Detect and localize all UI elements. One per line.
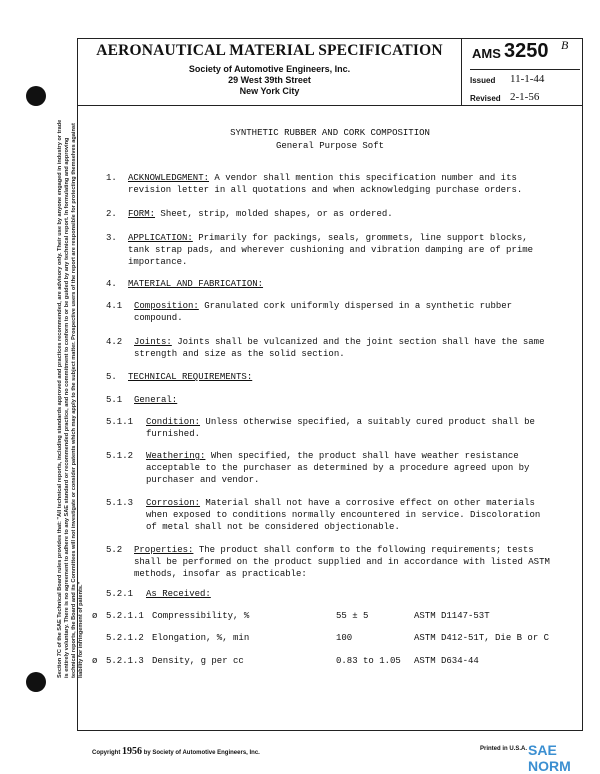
section-text: acceptable to the purchaser as determined by a procedure agreed upon by xyxy=(146,463,530,473)
ams-prefix: AMS xyxy=(472,46,501,61)
property-value: 0.83 to 1.05 xyxy=(336,656,401,666)
revision-letter: B xyxy=(561,38,569,52)
section-heading: MATERIAL AND FABRICATION: xyxy=(128,279,264,289)
document-title: AERONAUTICAL MATERIAL SPECIFICATION xyxy=(96,42,443,59)
section-text: importance. xyxy=(128,257,188,267)
property-row xyxy=(92,610,490,622)
section-heading: FORM: xyxy=(128,209,156,219)
section-number: 4.1 xyxy=(106,301,123,311)
section-text: methods, insofar as practicable: xyxy=(134,569,307,579)
section-text: Material shall not have a corrosive effect on other materials xyxy=(200,498,535,508)
section-heading: TECHNICAL REQUIREMENTS: xyxy=(128,372,253,382)
section-4 xyxy=(106,278,263,290)
property-method: ASTM D634-44 xyxy=(414,656,479,666)
property-row xyxy=(92,632,549,644)
section-number: 5.2.1 xyxy=(106,589,134,599)
section-text: Granulated cork uniformly dispersed in a synthetic rubber xyxy=(198,301,513,311)
section-text: purchaser and vendor. xyxy=(146,475,260,485)
revised-date: 2-1-56 xyxy=(510,91,540,103)
subject-block xyxy=(77,127,583,153)
property-number: 5.2.1.3 xyxy=(106,656,144,666)
section-5-1 xyxy=(106,394,177,406)
property-value: 55 ± 5 xyxy=(336,611,369,621)
publisher-block xyxy=(77,64,462,97)
publisher-street: 29 West 39th Street xyxy=(228,75,311,85)
side-notice: Section 7C of the SAE Technical Board rules provides that: "All technical reports, including standards approved and practices recommended, are advisory only. Their use by anyone engaged in industry or trade is entirely voluntary. There is no agreement to adhere to any SAE standard or recommended practice, and no commitment to conform to or be guided by any technical report. In formulating and approving technical reports, the Board and its Committees will not investigate or consider patents which may apply to the subject matter. Prospective users of the report are responsible for protecting themselves against liability for infringement of patents." xyxy=(57,119,84,678)
revision-mark: ø xyxy=(92,656,98,666)
property-label: Compressibility, % xyxy=(152,611,250,621)
section-text: revision letter in all quotations and when acknowledging purchase orders. xyxy=(128,185,523,195)
section-heading: ACKNOWLEDGMENT: xyxy=(128,173,210,183)
section-text: Sheet, strip, molded shapes, or as ordered. xyxy=(155,209,393,219)
subject-subtitle: General Purpose Soft xyxy=(275,141,385,151)
section-text: when exposed to conditions normally encountered in service. Discoloration xyxy=(146,510,541,520)
section-number: 5. xyxy=(106,372,117,382)
section-heading: APPLICATION: xyxy=(128,233,193,243)
section-5-2-1 xyxy=(106,588,211,600)
printed-in: Printed in U.S.A. xyxy=(480,746,528,752)
publisher-city: New York City xyxy=(239,86,300,96)
ams-divider xyxy=(470,69,580,70)
property-number: 5.2.1.2 xyxy=(106,633,144,643)
section-number: 5.1.1 xyxy=(106,417,134,427)
publisher-name: Society of Automotive Engineers, Inc. xyxy=(188,64,351,74)
section-text: tank strap pads, and wherever cushioning and vibration damping are of prime xyxy=(128,245,534,255)
property-row xyxy=(92,655,479,667)
property-label: Density, g per cc xyxy=(152,656,244,666)
copyright-label: Copyright xyxy=(92,750,121,756)
binder-hole-bottom xyxy=(26,672,46,692)
section-number: 5.1.2 xyxy=(106,451,134,461)
property-label: Elongation, %, min xyxy=(152,633,250,643)
section-text: furnished. xyxy=(146,429,201,439)
section-number: 1. xyxy=(106,173,117,183)
revision-mark: ø xyxy=(92,611,98,621)
section-text: A vendor shall mention this specification number and its xyxy=(209,173,517,183)
subject-title: SYNTHETIC RUBBER AND CORK COMPOSITION xyxy=(230,128,430,138)
section-number: 3. xyxy=(106,233,117,243)
section-heading: Condition: xyxy=(146,417,201,427)
section-1 xyxy=(106,172,522,196)
section-heading: Composition: xyxy=(134,301,199,311)
section-5-2 xyxy=(106,544,550,580)
section-5-1-3 xyxy=(106,497,540,533)
section-5 xyxy=(106,371,252,383)
watermark-logo: SAE NORM xyxy=(528,742,571,774)
section-heading: Joints: xyxy=(134,337,172,347)
section-4-2 xyxy=(106,336,544,360)
section-text: Joints shall be vulcanized and the joint section shall have the same xyxy=(171,337,545,347)
section-text: When specified, the product shall have weather resistance xyxy=(205,451,519,461)
section-5-1-1 xyxy=(106,416,535,440)
section-text: of metal shall not be considered objectionable. xyxy=(146,522,400,532)
section-number: 2. xyxy=(106,209,117,219)
binder-hole-top xyxy=(26,86,46,106)
revised-label: Revised xyxy=(470,94,501,103)
section-text: Unless otherwise specified, a suitably cured product shall be xyxy=(200,417,535,427)
section-text: compound. xyxy=(134,313,183,323)
section-heading: As Received: xyxy=(146,589,211,599)
section-5-1-2 xyxy=(106,450,529,486)
property-method: ASTM D1147-53T xyxy=(414,611,490,621)
section-number: 5.2 xyxy=(106,545,123,555)
issued-date: 11-1-44 xyxy=(510,73,545,85)
copyright-holder: by Society of Automotive Engineers, Inc. xyxy=(143,750,260,756)
issued-label: Issued xyxy=(470,76,496,85)
section-text: Primarily for packings, seals, grommets, line support blocks, xyxy=(192,233,528,243)
section-text: strength and size as the solid section. xyxy=(134,349,345,359)
section-heading: Corrosion: xyxy=(146,498,201,508)
section-heading: General: xyxy=(134,395,178,405)
section-number: 5.1.3 xyxy=(106,498,134,508)
section-number: 5.1 xyxy=(106,395,123,405)
property-number: 5.2.1.1 xyxy=(106,611,144,621)
section-text: The product shall conform to the following requirements; tests xyxy=(193,545,534,555)
section-2 xyxy=(106,208,393,220)
section-number: 4.2 xyxy=(106,337,123,347)
property-method: ASTM D412-51T, Die B or C xyxy=(414,633,550,643)
section-3 xyxy=(106,232,533,268)
section-heading: Properties: xyxy=(134,545,194,555)
ams-number: 3250 xyxy=(504,40,549,62)
property-value: 100 xyxy=(336,633,353,643)
section-text: shall be performed on the product supplied and in accordance with listed ASTM xyxy=(134,557,550,567)
section-heading: Weathering: xyxy=(146,451,206,461)
section-4-1 xyxy=(106,300,512,324)
copyright-line xyxy=(92,746,260,757)
section-number: 4. xyxy=(106,279,117,289)
copyright-year: 1956 xyxy=(122,746,143,757)
